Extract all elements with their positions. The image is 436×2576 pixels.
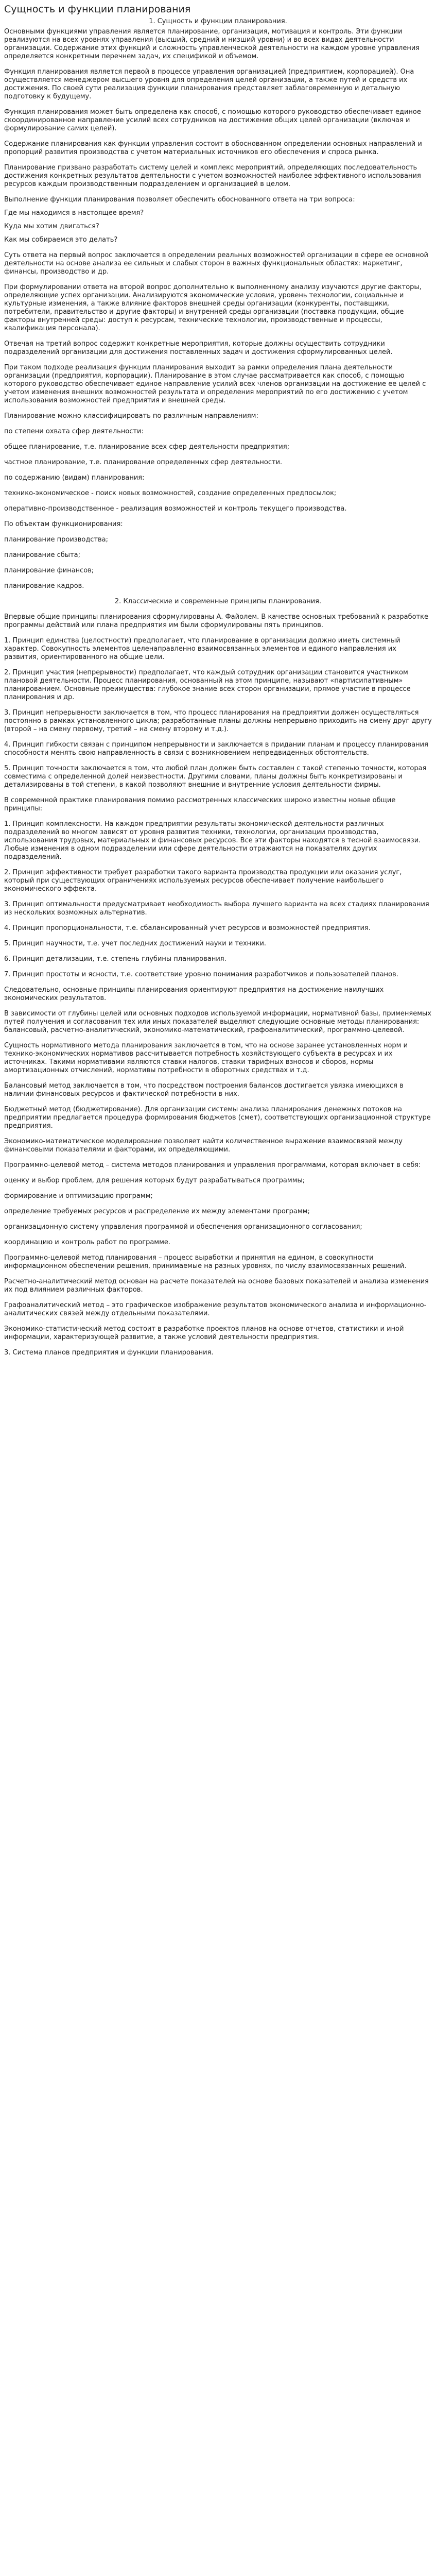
paragraph: Отвечая на третий вопрос содержит конкретные мероприятия, которые должны осуществить сотрудники подразделений организации для достижения поставленных задач и достижения сформулированных целей.	[4, 340, 393, 356]
paragraph: Расчетно-аналитический метод основан на расчете показателей на основе базовых показателей и анализа изменения их под влиянием различных факторов.	[4, 1278, 429, 1294]
paragraph: Планирование можно классифицировать по различным направлениям:	[4, 412, 258, 420]
page-title: Сущность и функции планирования	[4, 4, 191, 15]
paragraph: В зависимости от глубины целей или основных подходов используемой информации, нормативной базы, применяемых путей получения и согласования тех или иных показателей выделяют следующие основные методы планирования: балансовый, расчетно-аналитический, экономико-математический, графоаналитический, программно-целевой.	[4, 1010, 431, 1034]
paragraph: 5. Принцип точности заключается в том, что любой план должен быть составлен с такой степенью точности, которая совместима с определенной долей неизвестности. Другими словами, планы должны быть конкретизированы и детализированы в той степени, в какой позволяют внешние и внутренние условия деятельности фирмы.	[4, 765, 427, 789]
paragraph: 5. Принцип научности, т.е. учет последних достижений науки и техники.	[4, 940, 267, 947]
paragraph: координацию и контроль работ по программе.	[4, 1239, 171, 1246]
paragraph: 2. Принцип участия (непрерывности) предполагает, что каждый сотрудник организации становится участником плановой деятельности. Процесс планирования, основанный на этом принципе, называют «партисипативным» планированием. Основные преимущества: глубокое знание всех сторон организации, прямое участие в процессе планирования и др.	[4, 669, 411, 701]
paragraph: частное планирование, т.е. планирование определенных сфер деятельности.	[4, 459, 283, 466]
paragraph: планирование сбыта;	[4, 551, 80, 559]
paragraph: общее планирование, т.е. планирование всех сфер деятельности предприятия;	[4, 443, 290, 451]
paragraph: Экономико-статистический метод состоит в разработке проектов планов на основе отчетов, статистики и иной информации, характеризующей развитие, а также условий деятельности предприятия.	[4, 1325, 404, 1341]
paragraph: Графоаналитический метод – это графическое изображение результатов экономического анализа и информационно-аналитических связей между отдельными показателями.	[4, 1301, 427, 1317]
paragraph: 3. Система планов предприятия и функции планирования.	[4, 1349, 214, 1357]
section-heading: 1. Сущность и функции планирования.	[149, 18, 287, 25]
paragraph: При таком подходе реализация функции планирования выходит за рамки определения плана деятельности организации (предприятия, корпорации). Планирование в этом случае рассматривается как способ, с помощью которого руководство обеспечивает единое направление усилий всех членов организации на достижение ее целей с учетом изменения внешних возможностей результата и определения мероприятий по его достижению с учетом использования возможностей предприятия и внешней среды.	[4, 364, 426, 404]
paragraph: При формулировании ответа на второй вопрос дополнительно к выполненному анализу изучаются другие факторы, определяющие успех организации. Анализируются экономические условия, уровень технологии, социальные и культурные изменения, а также влияние факторов внешней среды организации (конкуренты, поставщики, потребители, правительство и другие факторы) и внутренней среды организации (поставка продукции, общие факторы внутренней среды: доступ к ресурсам, технические технологии, производственные и процессы, квалификация персонала).	[4, 283, 422, 332]
paragraph: Бюджетный метод (бюджетирование). Для организации системы анализа планирования денежных потоков на предприятии предлагается процедура формирования бюджетов (смет), соответствующих организационной структуре предприятия.	[4, 1106, 431, 1130]
section-heading: 2. Классические и современные принципы планирования.	[114, 598, 322, 605]
paragraph: организационную систему управления программой и обеспечения организационного согласования;	[4, 1223, 362, 1231]
paragraph: Следовательно, основные принципы планирования ориентируют предприятия на достижение наилучших экономических результатов.	[4, 986, 384, 1002]
paragraph: Экономико-математическое моделирование позволяет найти количественное выражение взаимосвязей между финансовыми показателями и факторами, их определяющими.	[4, 1138, 403, 1154]
paragraph: оперативно-производственное - реализация возможностей и контроль текущего производства.	[4, 505, 347, 513]
paragraph: по степени охвата сфер деятельности:	[4, 428, 144, 435]
paragraph: определение требуемых ресурсов и распределение их между элементами программ;	[4, 1208, 310, 1215]
paragraph: Основными функциями управления является планирование, организация, мотивация и контроль. Эти функции реализуются на всех уровнях управления (высший, средний и низший уровни) и во всех видах деятельности организации. Содержание этих функций и сложность управленческой деятельности на каждом уровне управления определяется конкретным перечнем задач, их спецификой и объемом.	[4, 28, 420, 60]
paragraph: 1. Принцип единства (целостности) предполагает, что планирование в организации должно иметь системный характер. Совокупность элементов целенаправленно взаимосвязанных элементов и единого направления их развития, ориентированного на общие цели.	[4, 637, 400, 661]
paragraph: Функция планирования является первой в процессе управления организацией (предприятием, корпорацией). Она осуществляется менеджером высшего уровня для определения целей организации, а также путей и средств их достижения. По своей сути реализация функции планирования представляет заблаговременную и детальную подготовку к будущему.	[4, 68, 414, 100]
paragraph: В современной практике планирования помимо рассмотренных классических широко известны новые общие принципы:	[4, 796, 396, 812]
paragraph: Куда мы хотим двигаться?	[4, 223, 99, 230]
paragraph: Функция планирования может быть определена как способ, с помощью которого руководство обеспечивает единое скоординированное направление усилий всех сотрудников на достижение общих целей организации (включая и формулирование самих целей).	[4, 108, 421, 132]
paragraph: Планирование призвано разработать систему целей и комплекс мероприятий, определяющих последовательность достижения конкретных результатов деятельности с учетом возможностей наиболее эффективного использования ресурсов каждым производственным подразделением и организацией в целом.	[4, 164, 421, 188]
paragraph: 1. Принцип комплексности. На каждом предприятии результаты экономической деятельности различных подразделений во многом зависят от уровня развития техники, технологии, организации производства, использования трудовых, материальных и финансовых ресурсов. Все эти факторы находятся в тесной взаимосвязи. Любые изменения в одном подразделении или сфере деятельности отражаются на показателях других подразделений.	[4, 820, 421, 861]
paragraph: планирование финансов;	[4, 567, 94, 574]
paragraph: формирование и оптимизацию программ;	[4, 1192, 153, 1200]
paragraph: Как мы собираемся это делать?	[4, 236, 118, 244]
paragraph: Сущность нормативного метода планирования заключается в том, что на основе заранее установленных норм и технико-экономических нормативов рассчитывается потребность хозяйствующего субъекта в ресурсах и их источниках. Такими нормативами являются ставки налогов, ставки тарифных взносов и сборов, нормы амортизационных отчислений, нормативы потребности в оборотных средствах и т.д.	[4, 1042, 408, 1074]
paragraph: планирование производства;	[4, 536, 109, 544]
paragraph: 4. Принцип пропорциональности, т.е. сбалансированный учет ресурсов и возможностей предприятия.	[4, 924, 371, 932]
paragraph: 6. Принцип детализации, т.е. степень глубины планирования.	[4, 955, 226, 963]
paragraph: Выполнение функции планирования позволяет обеспечить обоснованного ответа на три вопроса:	[4, 196, 355, 204]
paragraph: Впервые общие принципы планирования сформулированы А. Файолем. В качестве основных требований к разработке программы действий или плана предприятия им были сформулированы пять принципов.	[4, 613, 428, 629]
paragraph: Где мы находимся в настоящее время?	[4, 209, 144, 217]
paragraph: Содержание планирования как функции управления состоит в обоснованном определении основных направлений и пропорций развития производства с учетом материальных источников его обеспечения и спроса рынка.	[4, 140, 422, 156]
paragraph: По объектам функционирования:	[4, 520, 123, 528]
paragraph: 4. Принцип гибкости связан с принципом непрерывности и заключается в придании планам и процессу планирования способности менять свою направленность в связи с возникновением непредвиденных обстоятельств.	[4, 741, 428, 757]
paragraph: 3. Принцип непрерывности заключается в том, что процесс планирования на предприятии должен осуществляться постоянно в рамках установленного цикла; разработанные планы должны непрерывно приходить на смену друг другу (второй – на смену первому, третий – на смену второму и т.д.).	[4, 709, 432, 733]
paragraph: 2. Принцип эффективности требует разработки такого варианта производства продукции или оказания услуг, который при существующих ограничениях используемых ресурсов обеспечивает получение наибольшего экономического эффекта.	[4, 869, 402, 893]
paragraph: 3. Принцип оптимальности предусматривает необходимость выбора лучшего варианта на всех стадиях планирования из нескольких возможных альтернатив.	[4, 901, 429, 917]
paragraph: Программно-целевой метод планирования – процесс выработки и принятия на едином, в совокупности информационном обеспечении решения, принимаемые на разных уровнях, по числу взаимосвязанных решений.	[4, 1254, 407, 1270]
paragraph: Суть ответа на первый вопрос заключается в определении реальных возможностей организации в сфере ее основной деятельности на основе анализа ее сильных и слабых сторон в важных функциональных областях: маркетинг, финансы, производство и др.	[4, 251, 428, 276]
paragraph: оценку и выбор проблем, для решения которых будут разрабатываться программы;	[4, 1177, 305, 1184]
paragraph: технико-экономическое - поиск новых возможностей, создание определенных предпосылок;	[4, 489, 337, 497]
paragraph: Балансовый метод заключается в том, что посредством построения балансов достигается увязка имеющихся в наличии финансовых ресурсов и фактической потребности в них.	[4, 1082, 404, 1098]
paragraph: по содержанию (видам) планирования:	[4, 474, 145, 482]
paragraph: Программно-целевой метод – система методов планирования и управления программами, которая включает в себя:	[4, 1161, 421, 1169]
document-body	[4, 28, 432, 1357]
paragraph: планирование кадров.	[4, 582, 84, 590]
paragraph: 7. Принцип простоты и ясности, т.е. соответствие уровню понимания разработчиков и пользователей планов.	[4, 971, 398, 978]
